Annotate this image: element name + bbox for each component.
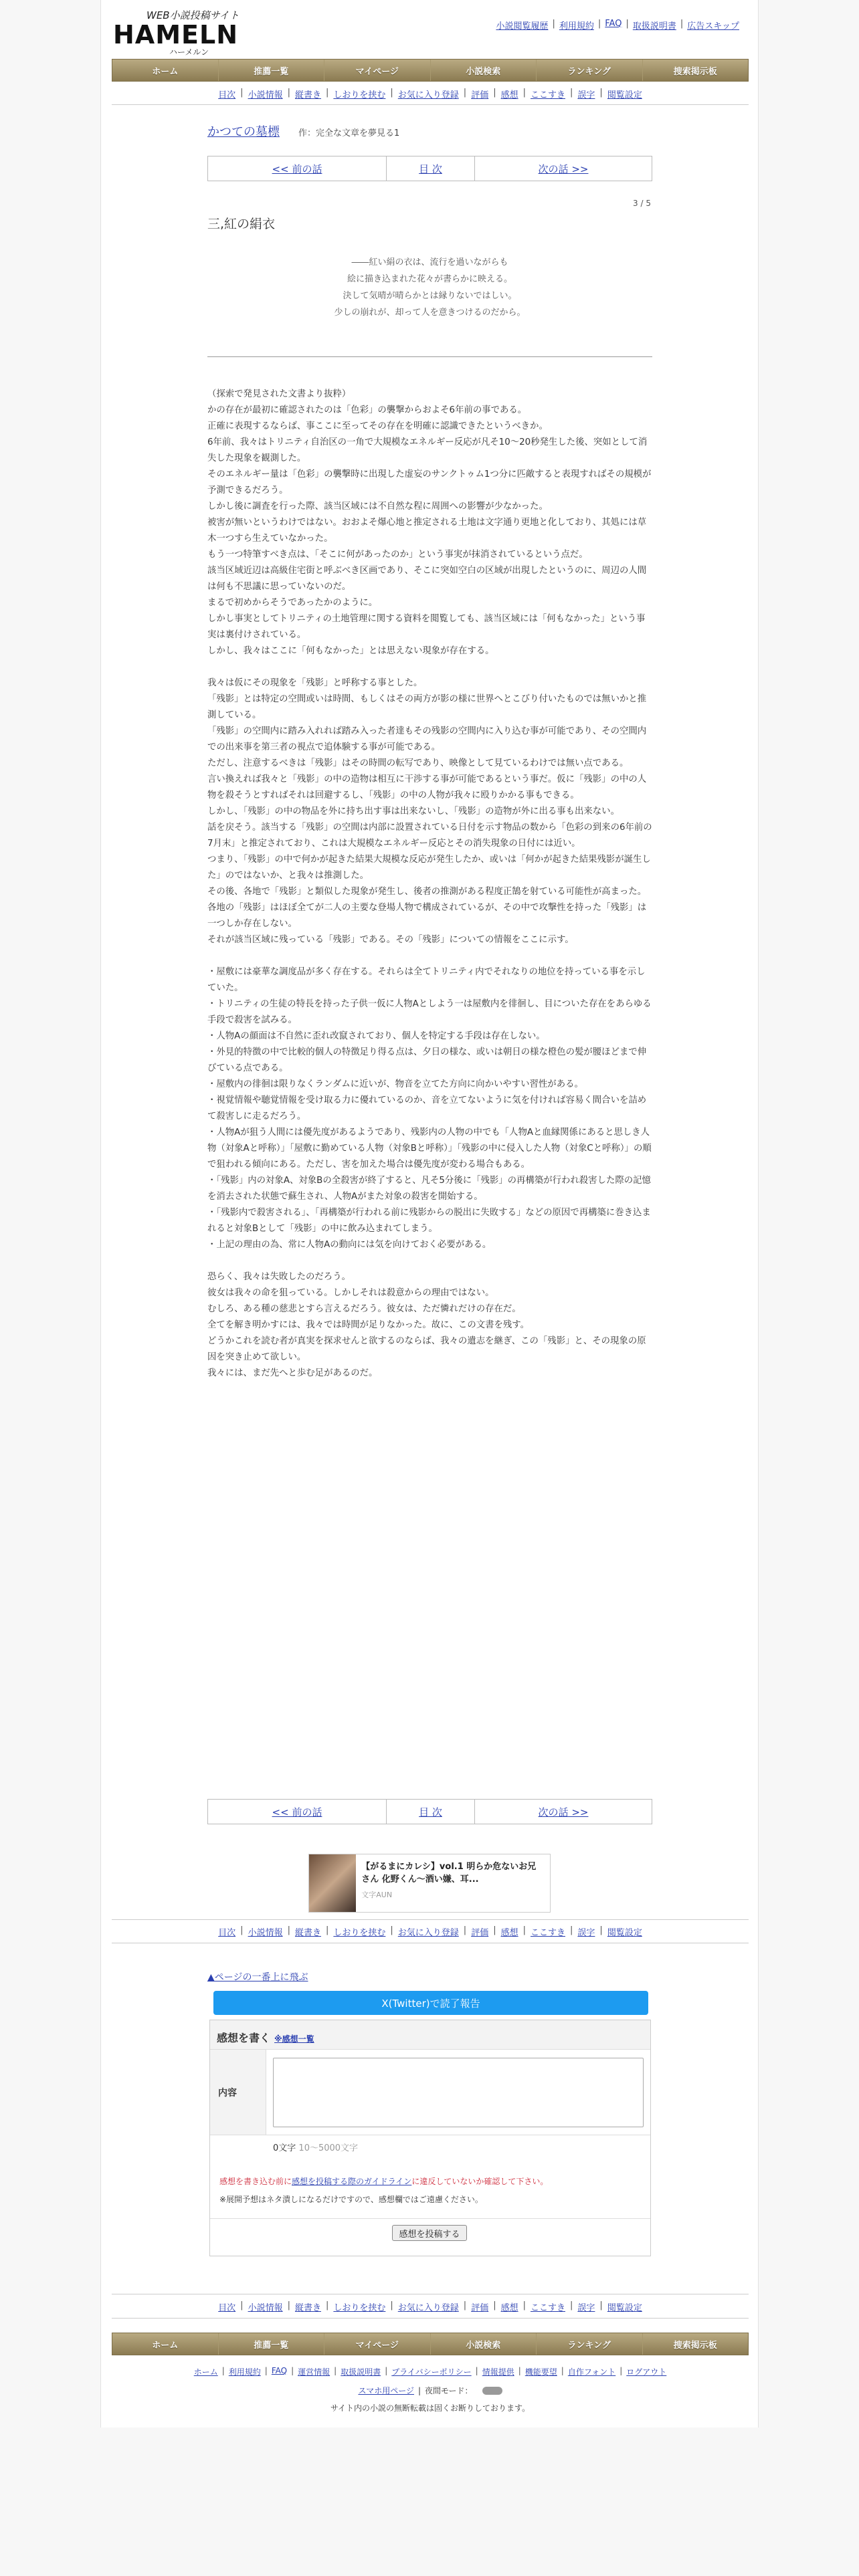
story-paragraph: 我々は仮にその現象を「残影」と呼称する事とした。	[207, 678, 423, 688]
comment-form-header	[210, 2020, 650, 2050]
char-count-value: 0文字	[273, 2143, 296, 2153]
ad-thumbnail	[309, 1854, 356, 1912]
story-paragraph: しかし、我々はここに「何もなかった」とは思えない現象が存在する。	[207, 646, 494, 656]
episode-page-number: 3 / 5	[633, 199, 651, 208]
story-paragraph: 言い換えれば我々と「残影」の中の造物は相互に干渉する事が可能であるという事だ。仮に「残影」の中の人物を殺そうとすればそれは回避するし、「残影」の中の人物が我々に殴りかかる事もできる。	[207, 774, 647, 800]
novel-subnav-top	[101, 88, 759, 100]
story-paragraph: それが該当区域に残っている「残影」である。その「残影」についての情報をここに示す。	[207, 935, 574, 945]
novel-subnav-middle	[101, 1925, 759, 1938]
separator: |	[325, 2300, 329, 2311]
comment-form-title: 感想を書く	[217, 2032, 271, 2044]
footer-copyright-note: サイト内の小説の無断転載は固くお断りしております。	[330, 2403, 531, 2413]
separator: |	[325, 1925, 329, 1935]
gnav-recommend[interactable]: 推薦一覧	[219, 2333, 325, 2355]
separator: |	[463, 2300, 467, 2311]
prev-episode-link[interactable]: << 前の話	[208, 156, 387, 181]
comment-field-cell	[266, 2050, 650, 2135]
gnav-home[interactable]: ホーム	[112, 60, 219, 81]
preface-line: ――紅い絹の衣は、流行を過いながらも	[351, 257, 508, 267]
subnav-rating[interactable]: 評価	[471, 1928, 489, 1938]
story-paragraph: どうかこれを読む者が真実を探求せんと欲するのならば、我々の遺志を継ぎ、この「残影」と、その現象の原因を突き止めて欲しい。	[207, 1336, 646, 1362]
submit-comment-button[interactable]: 感想を投稿する	[392, 2225, 467, 2241]
subnav-info[interactable]: 小説情報	[248, 1928, 283, 1938]
subnav-kokosuki[interactable]: ここすき	[531, 1928, 566, 1938]
separator: |	[493, 2300, 496, 2311]
footer-link-request[interactable]: 機能要望	[524, 2367, 557, 2377]
footer-link-privacy[interactable]: プライバシーポリシー	[391, 2367, 472, 2377]
story-paragraph: 「残影」の空間内に踏み入れれば踏み入った者達もその残影の空間内に入り込む事が可能であり、その空間内での出来事を第三者の視点で追体験する事が可能である。	[207, 726, 647, 752]
separator: |	[522, 88, 526, 98]
top-link-faq[interactable]: FAQ	[605, 19, 622, 29]
prev-episode-link[interactable]: << 前の話	[208, 1800, 387, 1824]
comment-content-label: 内容	[210, 2050, 266, 2135]
divider	[112, 1919, 749, 1920]
subnav-bookmark[interactable]: しおりを挟む	[333, 90, 386, 100]
footer-link-info[interactable]: 情報提供	[482, 2367, 514, 2377]
subnav-vertical[interactable]: 縦書き	[294, 2303, 321, 2313]
subnav-vertical[interactable]: 縦書き	[294, 90, 321, 100]
separator: |	[291, 2366, 294, 2375]
subnav-comments[interactable]: 感想	[500, 90, 518, 100]
story-paragraph	[207, 1253, 652, 1269]
separator: |	[240, 2300, 244, 2311]
separator: |	[240, 1925, 244, 1935]
story-paragraph	[207, 659, 652, 675]
story-paragraph: ・人物Aが狙う人間には優先度があるようであり、残影内の人物の中でも「人物Aと血縁関係にあると思しき人物（対象Aと呼称）」「屋敷に勤めている人物（対象Bと呼称）」「残影の中に侵入した人物（対象Cと呼称）」の順で狙われる傾向にある。ただし、害を加えた場合は優先度が変わる場合もある。	[207, 1128, 652, 1170]
novel-subnav-bottom	[101, 2300, 759, 2313]
x-share-button[interactable]: X(Twitter)で読了報告	[213, 1991, 648, 2015]
story-paragraph: 恐らく、我々は失敗したのだろう。	[207, 1272, 351, 1282]
preface-line: 決して気晴が晴らかとは縁りないではしい。	[343, 291, 517, 301]
story-paragraph: しかし、「残影」の中の物品を外に持ち出す事は出来ないし、「残影」の造物が外に出る事も出来ない。	[207, 807, 619, 817]
next-episode-link[interactable]: 次の話 >>	[538, 1806, 589, 1818]
subnav-comments[interactable]: 感想	[500, 1928, 518, 1938]
footer-link-faq[interactable]: FAQ	[271, 2366, 288, 2375]
footer-link-font[interactable]: 自作フォント	[567, 2367, 616, 2377]
story-paragraph: ・トリニティの生徒の特長を持った子供一仮に人物Aとしよう一は屋敷内を徘徊し、目についた存在をあらゆる手段で殺害を試みる。	[207, 999, 652, 1025]
separator: |	[221, 2366, 225, 2375]
novel-title-link[interactable]: かつての墓標	[207, 125, 280, 139]
separator: |	[680, 19, 684, 29]
subnav-info[interactable]: 小説情報	[248, 90, 283, 100]
story-paragraph: （探索で発見された文書より抜粋）	[207, 389, 351, 399]
subnav-kokosuki[interactable]: ここすき	[531, 90, 566, 100]
top-link-history[interactable]: 小説閲覧履歴	[496, 21, 549, 31]
story-paragraph	[207, 948, 652, 964]
gnav-board[interactable]: 捜索掲示板	[673, 66, 717, 77]
separator: |	[287, 2300, 290, 2311]
story-paragraph: 全てを解き明かすには、我々では時間が足りなかった。故に、この文書を残す。	[207, 1320, 529, 1330]
separator: |	[599, 1925, 603, 1935]
separator: |	[390, 88, 393, 98]
hameln-logo[interactable]	[113, 7, 260, 56]
story-paragraph: 6年前、我々はトリニティ自治区の一角で大規模なエネルギー反応が凡そ10～20秒発生した後、突如として消失した現象を観測した。	[207, 437, 648, 463]
ad-source: 文字AUN	[361, 1891, 393, 1899]
guideline-link[interactable]: 感想を投稿する際のガイドライン	[292, 2177, 412, 2186]
ad-body	[356, 1854, 550, 1912]
subnav-settings[interactable]: 閲覧設定	[607, 2303, 642, 2313]
gnav-home[interactable]: ホーム	[112, 2333, 219, 2355]
separator: |	[561, 2366, 564, 2375]
separator: |	[264, 2366, 268, 2375]
night-mode-toggle[interactable]	[482, 2387, 502, 2395]
footer-link-home[interactable]: ホーム	[193, 2367, 218, 2377]
subnav-settings[interactable]: 閲覧設定	[607, 90, 642, 100]
story-paragraph: ・上記の理由の為、常に人物Aの動向には気を向けておく必要がある。	[207, 1240, 492, 1250]
guideline-text-after: に違反していないか確認して下さい。	[411, 2177, 549, 2186]
story-paragraph: つまり、「残影」の中で何かが起きた結果大規模な反応が発生したか、或いは「何かが起きた結果残影が誕生した」のではないか、と我々は推測した。	[207, 855, 651, 881]
char-count-hint: 10～5000文字	[298, 2143, 359, 2153]
separator: |	[475, 2366, 478, 2375]
separator: |	[390, 2300, 393, 2311]
episode-subtitle: 三,紅の絹衣	[207, 217, 276, 231]
separator: |	[599, 88, 603, 98]
story-paragraph: しかし事実としてトリニティの土地管理に関する資料を閲覧しても、該当区域には「何もなかった」という事実は裏付けされている。	[207, 614, 646, 640]
gnav-board[interactable]: 捜索掲示板	[673, 2340, 717, 2351]
separator: |	[325, 88, 329, 98]
separator: |	[597, 19, 601, 29]
story-paragraph: ・屋敷内の徘徊は限りなくランダムに近いが、物音を立てた方向に向かいやすい習性がある。	[207, 1079, 583, 1089]
subnav-bookmark[interactable]: しおりを挟む	[333, 2303, 386, 2313]
preface-divider	[207, 356, 652, 357]
story-paragraph: 彼女は我々の命を狙っている。しかしそれは殺意からの理由ではない。	[207, 1288, 494, 1298]
story-paragraph: 正確に表現するならば、事ここに至ってその存在を明確に認識できたというべきか。	[207, 421, 548, 431]
separator: |	[570, 2300, 573, 2311]
separator: |	[570, 1925, 573, 1935]
pager-top	[207, 156, 652, 181]
story-paragraph: しかし後に調査を行った際、該当区域には不自然な程に周囲への影響が少なかった。	[207, 502, 548, 512]
story-paragraph: まるで初めからそうであったかのように。	[207, 598, 378, 608]
subnav-bookmark[interactable]: しおりを挟む	[333, 1928, 386, 1938]
story-paragraph: ・「残影内で殺害される」、「再構築が行われる前に残影からの脱出に失敗する」などの原因で再構築に巻き込まれると対象Bとして「残影」の中に飲み込まれてしまう。	[207, 1208, 651, 1234]
separator: |	[493, 1925, 496, 1935]
top-link-terms[interactable]: 利用規約	[559, 21, 594, 31]
top-link-skip-ad[interactable]: 広告スキップ	[687, 21, 739, 31]
separator: |	[518, 2366, 521, 2375]
separator: |	[287, 1925, 290, 1935]
separator: |	[463, 1925, 467, 1935]
top-link-manual[interactable]: 取扱説明書	[632, 21, 676, 31]
story-body	[207, 387, 652, 1382]
separator: |	[390, 1925, 393, 1935]
comment-form	[209, 2020, 651, 2256]
separator: |	[334, 2366, 337, 2375]
toc-link[interactable]: 目 次	[387, 1800, 475, 1824]
global-nav	[112, 59, 749, 82]
subnav-favorite[interactable]: お気に入り登録	[397, 1928, 459, 1938]
subnav-favorite[interactable]: お気に入り登録	[397, 90, 459, 100]
separator: |	[570, 88, 573, 98]
subnav-toc[interactable]: 目次	[218, 2303, 236, 2313]
separator: |	[522, 1925, 526, 1935]
logo-graphic	[113, 7, 260, 56]
subnav-comments[interactable]: 感想	[500, 2303, 518, 2313]
subnav-rating[interactable]: 評価	[471, 90, 489, 100]
subnav-toc[interactable]: 目次	[218, 90, 236, 100]
separator: |	[552, 19, 555, 29]
next-episode-link[interactable]: 次の話 >>	[538, 163, 589, 175]
subnav-toc[interactable]: 目次	[218, 1928, 236, 1938]
story-paragraph: 「残影」とは特定の空間或いは時間、もしくはその両方が影の様に世界へとこびり付いたものでは無いかと推測している。	[207, 694, 647, 720]
back-to-top-link[interactable]: ▲ページの一番上に飛ぶ	[207, 1972, 308, 1983]
char-count	[273, 2141, 358, 2153]
gnav-mypage[interactable]: マイページ	[324, 2333, 431, 2355]
subnav-vertical[interactable]: 縦書き	[294, 1928, 321, 1938]
gnav-mypage[interactable]: マイページ	[324, 60, 431, 81]
gnav-ranking[interactable]: ランキング	[537, 60, 643, 81]
preface	[207, 254, 652, 321]
comment-list-link[interactable]: ※感想一覧	[274, 2034, 314, 2044]
divider	[210, 2218, 650, 2219]
author-name: 作：完全な文章を夢見る1	[298, 128, 400, 138]
subnav-typo[interactable]: 誤字	[577, 2303, 595, 2313]
top-links	[496, 19, 739, 31]
separator: |	[240, 88, 244, 98]
subnav-typo[interactable]: 誤字	[577, 90, 595, 100]
subnav-favorite[interactable]: お気に入り登録	[397, 2303, 459, 2313]
ad-text: 【がるまにカレシ】vol.1 明らか危ないお兄さん 化野くん〜酒い嫌、耳...	[361, 1862, 537, 1885]
divider	[112, 2318, 749, 2319]
story-paragraph: ・外見的特徴の中で比較的個人の特徴足り得る点は、夕日の様な、或いは朝日の様な橙色の髪が腰ほどまで伸びている点である。	[207, 1047, 647, 1073]
subnav-settings[interactable]: 閲覧設定	[607, 1928, 642, 1938]
preface-line: 少しの崩れが、却って人を意きつけるのだから。	[334, 308, 526, 318]
subnav-info[interactable]: 小説情報	[248, 2303, 283, 2313]
story-paragraph: ・屋敷には豪華な調度品が多く存在する。それらは全てトリニティ内でそれなりの地位を持っている事を示していた。	[207, 967, 646, 993]
subnav-rating[interactable]: 評価	[471, 2303, 489, 2313]
separator: |	[522, 2300, 526, 2311]
story-paragraph: 各地の「残影」はほぼ全てが二人の主要な登場人物で構成されているが、その中で攻撃性を持った「残影」は一つしか存在しない。	[207, 903, 647, 929]
story-paragraph: ・視覚情報や聴覚情報を受け取る力に優れているのか、音を立てないように気を付ければ容易く間合いを詰めて殺害しに走るだろう。	[207, 1095, 647, 1121]
separator: |	[626, 19, 629, 29]
story-paragraph: そのエネルギー量は「色彩」の襲撃時に出現した虚妄のサンクトゥム1つ分に匹敵すると表現すればその規模が予測できるだろう。	[207, 469, 652, 496]
story-paragraph: 該当区域近辺は高級住宅街と呼ぶべき区画であり、そこに突如空白の区域が出現したというのに、周辺の人間は何も不思議に思っていないのだ。	[207, 566, 647, 592]
separator: |	[619, 2366, 623, 2375]
gnav-recommend[interactable]: 推薦一覧	[219, 60, 325, 81]
story-paragraph: 我々には、まだ先へと歩む足があるのだ。	[207, 1368, 378, 1378]
separator: |	[463, 88, 467, 98]
global-nav-bottom	[112, 2333, 749, 2355]
subnav-typo[interactable]: 誤字	[577, 1928, 595, 1938]
story-paragraph: 話を戻そう。該当する「残影」の空間は内部に設置されている日付を示す物品の数から「色彩の到来の6年前の7月末」と推定されており、これは大規模なエネルギー反応とその消失現象の日付には近い。	[207, 823, 652, 849]
separator: |	[493, 88, 496, 98]
story-paragraph: ・人物Aの顔面は不自然に歪れ改竄されており、個人を特定する手段は存在しない。	[207, 1031, 545, 1041]
page-container	[100, 0, 759, 2428]
separator: |	[287, 88, 290, 98]
story-paragraph: ・「残影」内の対象A、対象Bの全殺害が終了すると、凡そ5分後に「残影」の再構築が行われ殺害した際の記憶を消去された状態で蘇生され、人物Aがまた対象の殺害を開始する。	[207, 1176, 651, 1202]
story-paragraph: その後、各地で「残影」と類似した現象が発生し、後者の推測がある程度正鵠を射ている可能性が高まった。	[207, 887, 647, 897]
logo-tagline: WEB小説投稿サイト	[147, 9, 240, 21]
pager-bottom	[207, 1799, 652, 1824]
comment-content-row	[210, 2050, 650, 2135]
gnav-ranking[interactable]: ランキング	[537, 2333, 643, 2355]
gnav-search[interactable]: 小説検索	[431, 2333, 537, 2355]
logo-kana: ハーメルン	[169, 47, 209, 56]
separator: |	[385, 2366, 388, 2375]
footer-link-operation[interactable]: 運営情報	[298, 2367, 330, 2377]
preface-line: 絵に描き込まれた花々が書らかに映える。	[347, 274, 512, 284]
toc-link[interactable]: 目 次	[387, 156, 475, 181]
smartphone-link[interactable]: スマホ用ページ	[358, 2386, 414, 2395]
footer-mode-row	[101, 2385, 759, 2396]
gnav-search[interactable]: 小説検索	[431, 60, 537, 81]
night-mode-label: 夜間モード：	[425, 2386, 473, 2395]
footer-link-terms[interactable]: 利用規約	[228, 2367, 261, 2377]
story-paragraph: かの存在が最初に確認されたのは「色彩」の襲撃からおよそ6年前の事である。	[207, 405, 527, 415]
story-paragraph: ただし、注意するべきは「残影」はその時間の転写であり、映像として見ているわけでは無い点である。	[207, 758, 629, 768]
story-paragraph: 被害が無いというわけではない。おおよそ爆心地と推定される土地は文字通り更地と化しており、其処には草木一つすら生えていなかった。	[207, 518, 647, 544]
ad-banner[interactable]	[308, 1854, 551, 1913]
comment-textarea[interactable]	[273, 2058, 644, 2127]
footer-link-manual[interactable]: 取扱説明書	[341, 2367, 381, 2377]
subnav-kokosuki[interactable]: ここすき	[531, 2303, 566, 2313]
story-paragraph: もう一つ特筆すべき点は、「そこに何があったのか」という事実が抹消されているという点だ。	[207, 550, 588, 560]
separator: |	[417, 2385, 421, 2395]
logo-wordmark: HAMELN	[113, 20, 239, 49]
footer-links	[101, 2366, 759, 2377]
story-paragraph: むしろ、ある種の慈悲とすら言えるだろう。彼女は、ただ憐れだけの存在だ。	[207, 1304, 521, 1314]
guideline-warning	[219, 2175, 548, 2187]
divider	[112, 104, 749, 105]
guideline-text-before: 感想を書き込む前に	[219, 2177, 292, 2186]
comment-note: ※展開予想はネタ潰しになるだけですので、感想欄ではご遠慮ください。	[219, 2195, 483, 2204]
separator: |	[599, 2300, 603, 2311]
footer-link-logout[interactable]: ログアウト	[626, 2367, 667, 2377]
